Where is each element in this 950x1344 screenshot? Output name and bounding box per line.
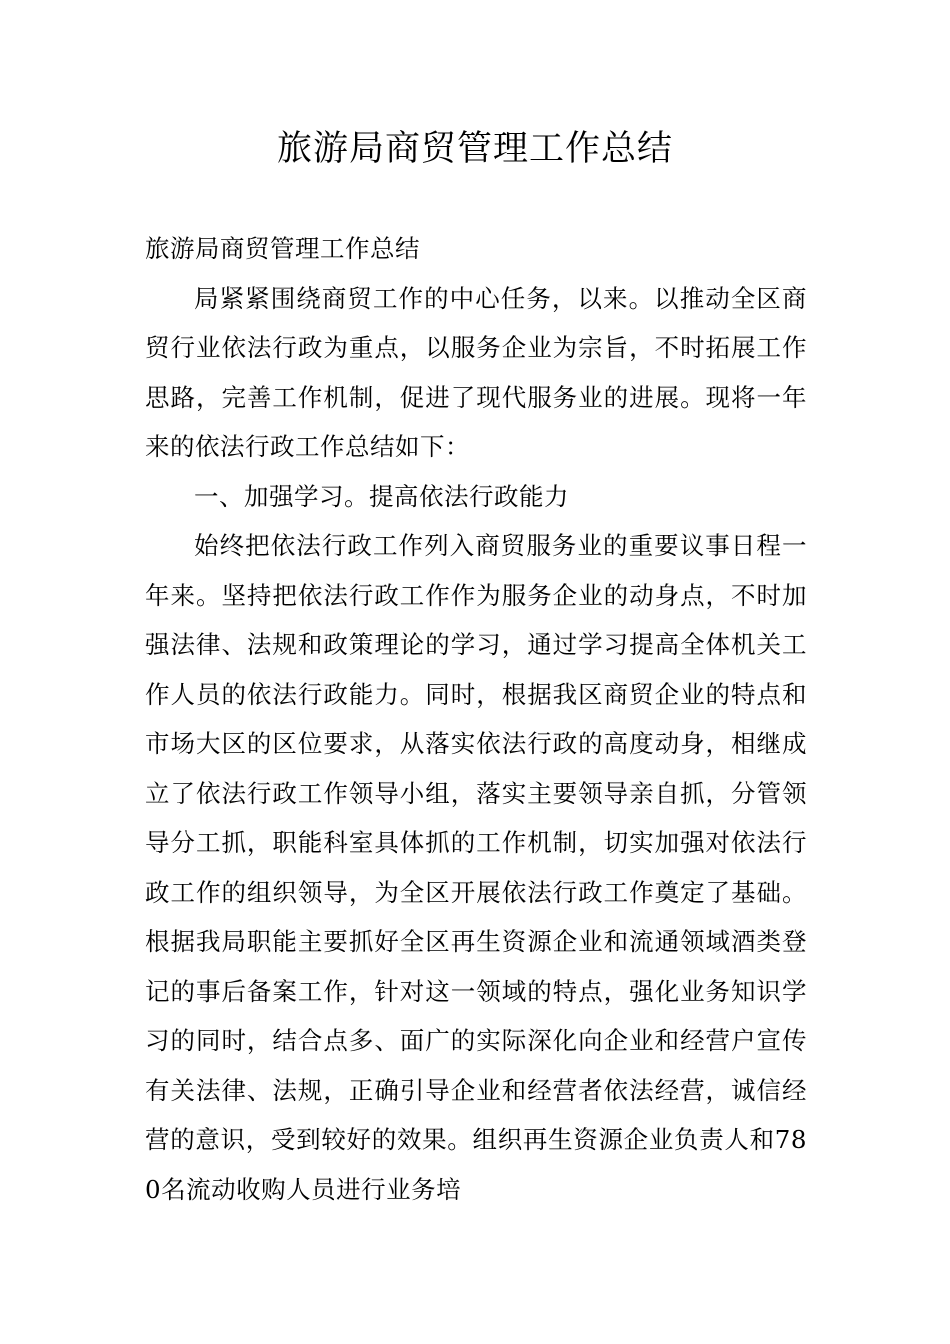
document-subtitle: 旅游局商贸管理工作总结 (145, 234, 420, 263)
document-body (145, 224, 807, 1214)
section-heading-1: 一、加强学习。提高依法行政能力 (194, 481, 569, 511)
document-title: 旅游局商贸管理工作总结 (276, 129, 673, 169)
paragraph-intro: 局紧紧围绕商贸工作的中心任务，以来。以推动全区商贸行业依法行政为重点，以服务企业为宗旨，不时拓展工作思路，完善工作机制，促进了现代服务业的进展。现将一年来的依法行政工作总结如下： (145, 283, 807, 461)
paragraph-section-1: 始终把依法行政工作列入商贸服务业的重要议事日程一年来。坚持把依法行政工作作为服务企业的动身点，不时加强法律、法规和政策理论的学习，通过学习提高全体机关工作人员的依法行政能力。同时，根据我区商贸企业的特点和市场大区的区位要求，从落实依法行政的高度动身，相继成立了依法行政工作领导小组，落实主要领导亲自抓，分管领导分工抓，职能科室具体抓的工作机制，切实加强对依法行政工作的组织领导，为全区开展依法行政工作奠定了基础。根据我局职能主要抓好全区再生资源企业和流通领域酒类登记的事后备案工作，针对这一领域的特点，强化业务知识学习的同时，结合点多、面广的实际深化向企业和经营户宣传有关法律、法规，正确引导企业和经营者依法经营，诚信经营的意识，受到较好的效果。组织再生资源企业负责人和780名流动收购人员进行业务培 (145, 531, 807, 1204)
